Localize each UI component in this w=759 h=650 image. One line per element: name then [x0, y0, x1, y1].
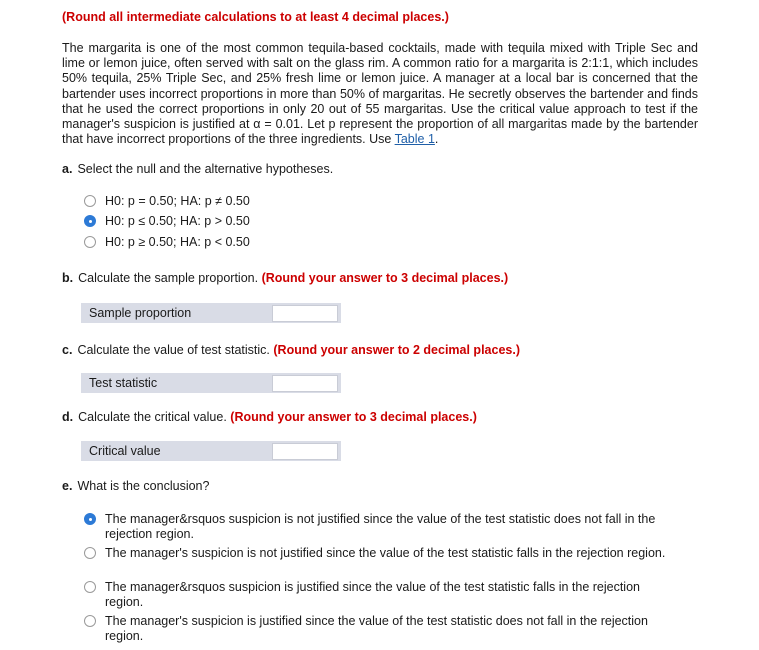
conclusion-option-3[interactable] [84, 580, 675, 610]
question-letter: c. [62, 343, 73, 357]
radio-button[interactable] [84, 236, 96, 248]
hypothesis-option-1[interactable] [84, 194, 675, 209]
question-prompt: Select the null and the alternative hypotheses. [77, 162, 334, 176]
option-label: The manager&rsquos suspicion is justified since the value of the test statistic falls in the rejection region. [105, 580, 640, 609]
option-label [105, 214, 675, 229]
question-letter: a. [62, 162, 73, 176]
critical-value-label: Critical value [89, 444, 161, 458]
radio-button-selected[interactable] [84, 215, 96, 227]
table-1-link[interactable]: Table 1 [394, 132, 435, 147]
question-prompt: Calculate the critical value. [78, 410, 227, 424]
test-statistic-row [81, 373, 341, 393]
question-prompt: What is the conclusion? [77, 479, 210, 493]
null-hypothesis: H0: p ≤ 0.50; [105, 214, 177, 228]
test-statistic-label: Test statistic [89, 376, 158, 390]
radio-button[interactable] [84, 547, 96, 559]
radio-button[interactable] [84, 581, 96, 593]
rounding-note: (Round your answer to 2 decimal places.) [273, 343, 520, 357]
question-d [62, 410, 477, 424]
radio-button[interactable] [84, 195, 96, 207]
option-label [105, 235, 675, 250]
rounding-instruction: (Round all intermediate calculations to at least 4 decimal places.) [62, 10, 449, 24]
conclusion-option-1[interactable] [84, 512, 675, 542]
sample-proportion-input[interactable] [272, 305, 338, 322]
question-a [62, 162, 333, 176]
question-letter: d. [62, 410, 74, 424]
critical-value-input[interactable] [272, 443, 338, 460]
alt-hypothesis: HA: p ≠ 0.50 [180, 194, 250, 208]
alt-hypothesis: HA: p < 0.50 [179, 235, 250, 249]
alt-hypothesis: HA: p > 0.50 [179, 214, 250, 228]
hypothesis-option-3[interactable] [84, 235, 675, 250]
question-letter: b. [62, 271, 74, 285]
problem-text-end: . [434, 132, 439, 147]
sample-proportion-label: Sample proportion [89, 306, 192, 320]
null-hypothesis: H0: p ≥ 0.50; [105, 235, 177, 249]
option-label: The manager's suspicion is justified since the value of the test statistic does not fall in the rejection region. [105, 614, 648, 643]
option-label [105, 194, 675, 209]
question-prompt: Calculate the sample proportion. [78, 271, 259, 285]
problem-statement [62, 41, 698, 147]
question-e [62, 479, 209, 493]
radio-button-selected[interactable] [84, 513, 96, 525]
rounding-note: (Round your answer to 3 decimal places.) [261, 271, 509, 285]
null-hypothesis: H0: p = 0.50; [105, 194, 177, 208]
critical-value-row [81, 441, 341, 461]
problem-text: The margarita is one of the most common tequila-based cocktails, made with tequila mixed with Triple Sec and lime or lemon juice, often served with salt on the glass rim. A common ratio for a margarita is 2:1:1, which includes 50% tequila, 25% Triple Sec, and 25% fresh lime or lemon juice. A manager at a local bar is concerned that the bartender uses incorrect proportions in more than 50% of margaritas. He secretly observes the bartender and finds that he used the correct proportions in only 20 out of 55 margaritas. Use the critical value approach to test if the manager's suspicion is justified at α = 0.01. Let p represent the proportion of all margaritas made by the bartender that have incorrect proportions of the three ingredients. Use [62, 41, 698, 147]
rounding-note: (Round your answer to 3 decimal places.) [230, 410, 477, 424]
question-letter: e. [62, 479, 73, 493]
question-c [62, 343, 520, 357]
question-prompt: Calculate the value of test statistic. [77, 343, 270, 357]
question-b [62, 271, 508, 285]
conclusion-option-2[interactable] [84, 546, 675, 561]
sample-proportion-row [81, 303, 341, 323]
radio-button[interactable] [84, 615, 96, 627]
hypothesis-option-2[interactable] [84, 214, 675, 229]
test-statistic-input[interactable] [272, 375, 338, 392]
conclusion-option-4[interactable] [84, 614, 675, 644]
option-label: The manager&rsquos suspicion is not justified since the value of the test statistic does not fall in the rejection region. [105, 512, 656, 541]
option-label: The manager's suspicion is not justified since the value of the test statistic falls in the rejection region. [105, 546, 666, 560]
